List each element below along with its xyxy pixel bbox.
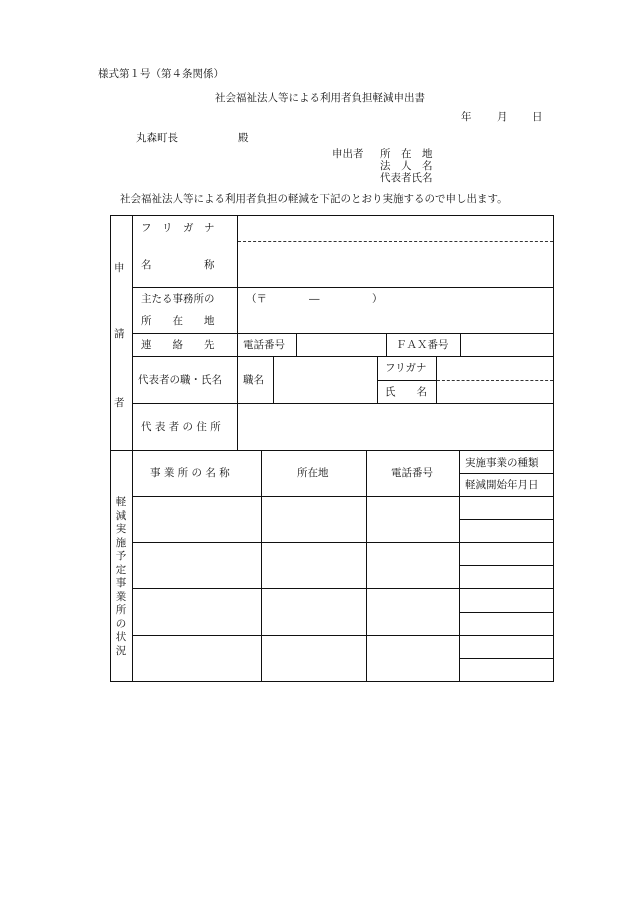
row-line-rep: [132, 403, 553, 404]
table-border-left: [110, 215, 111, 682]
rep-name-label: 氏 名: [385, 386, 427, 398]
header-split-line: [459, 473, 553, 474]
col-header-service: 実施事業の種類: [465, 457, 539, 469]
applicant-vertical-3: 者: [114, 397, 125, 409]
col-header-name: 事 業 所 の 名 称: [150, 467, 230, 479]
row3-split: [459, 612, 553, 613]
applicant-address-label: 所 在 地: [380, 148, 433, 160]
row-line-3: [132, 635, 553, 636]
sec2-vertical-label: 軽減実施予定事業所の状況: [115, 496, 127, 657]
fax-divider-left: [386, 333, 387, 356]
table-border-bottom: [110, 681, 554, 682]
rep-furigana-dashed-line: [437, 380, 553, 381]
row2-split: [459, 565, 553, 566]
fax-label: ＦＡＸ番号: [396, 339, 449, 351]
applicant-rep-label: 代表者氏名: [380, 172, 433, 184]
col-header-phone: 電話番号: [391, 467, 433, 479]
col-header-start: 軽減開始年月日: [465, 479, 539, 491]
applicant-vertical-2: 請: [114, 328, 125, 340]
section-divider: [110, 450, 554, 451]
col-divider-1: [261, 450, 262, 681]
row-line-name: [132, 287, 553, 288]
phone-label: 電話番号: [243, 339, 285, 351]
row1-split: [459, 519, 553, 520]
office-label-1: 主たる事務所の: [141, 293, 215, 305]
date-year: 年: [461, 111, 472, 123]
row-line-office: [132, 333, 553, 334]
form-title: 社会福祉法人等による利用者負担軽減申出書: [215, 92, 425, 104]
row-line-2: [132, 588, 553, 589]
rep-address-label: 代 表 者 の 住 所: [141, 421, 221, 433]
job-title-label: 職名: [243, 374, 264, 386]
name-label: 名 称: [141, 259, 215, 271]
row-line-contact: [132, 356, 553, 357]
fax-divider-right: [460, 333, 461, 356]
rep-title-name-label: 代表者の職・氏名: [138, 374, 222, 386]
applicant-vertical-1: 申: [114, 262, 125, 274]
row4-split: [459, 658, 553, 659]
col-divider-2: [366, 450, 367, 681]
table-border-right: [553, 215, 554, 682]
date-day: 日: [532, 111, 543, 123]
col-header-location: 所在地: [297, 467, 329, 479]
row-line-header: [132, 496, 553, 497]
jobtitle-divider: [273, 356, 274, 403]
addressee-name: 丸森町長: [136, 132, 178, 144]
applicant-label: 申出者: [332, 148, 364, 160]
contact-label: 連 絡 先: [141, 339, 215, 351]
postal-code-field: （〒 ― ）: [246, 293, 383, 305]
form-number: 様式第１号（第４条関係）: [98, 68, 224, 80]
addressee-honorific: 殿: [238, 132, 249, 144]
table-border-top: [110, 215, 554, 216]
furigana-dashed-line: [238, 241, 553, 242]
row-line-1: [132, 542, 553, 543]
sec2-label-divider: [132, 450, 133, 681]
date-month: 月: [497, 111, 508, 123]
phone-divider: [296, 333, 297, 356]
statement: 社会福祉法人等による利用者負担の軽減を下記のとおり実施するので申し出ます。: [120, 193, 508, 205]
office-label-2: 所 在 地: [141, 315, 215, 327]
applicant-corp-label: 法 人 名: [380, 160, 433, 172]
rep-furigana-label: フリガナ: [385, 362, 427, 374]
furigana-label: フ リ ガ ナ: [141, 222, 215, 234]
rep-furigana-line: [377, 380, 436, 381]
